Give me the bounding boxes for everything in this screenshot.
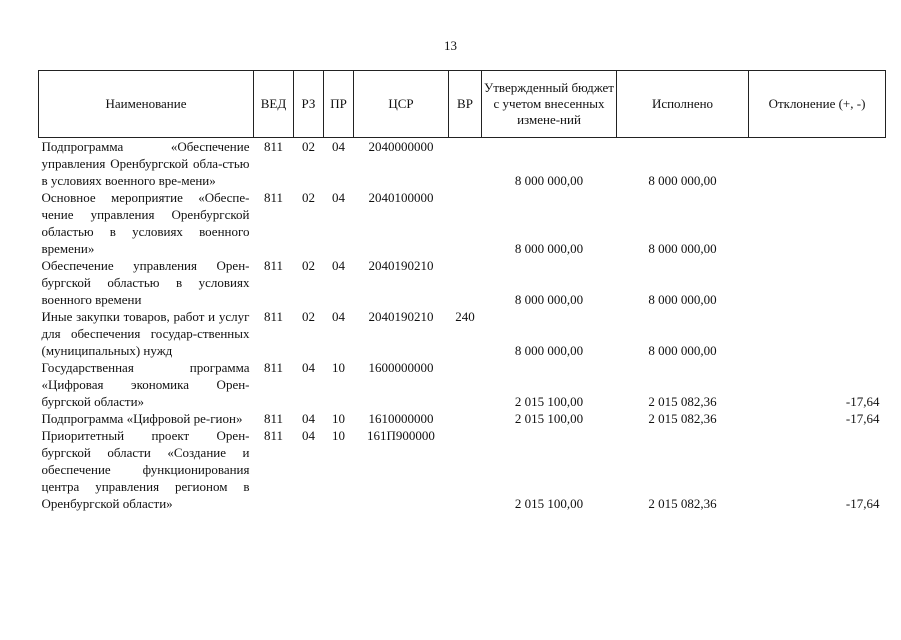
- row-csr: 2040100000: [368, 190, 434, 205]
- table-row: [39, 359, 886, 410]
- row-csr: 161П900000: [367, 428, 435, 443]
- row-pr: 04: [332, 190, 345, 205]
- header-approved: Утвержденный бюджет с учетом внесенных измене-ний: [482, 71, 617, 138]
- table-row: [39, 410, 886, 427]
- row-approved: 8 000 000,00: [514, 343, 584, 358]
- row-csr: 2040190210: [368, 258, 434, 273]
- row-pr: 10: [332, 411, 345, 426]
- row-ved: 811: [263, 139, 284, 154]
- row-executed: 2 015 082,36: [648, 496, 717, 511]
- header-csr: ЦСР: [354, 71, 449, 138]
- row-executed: 2 015 082,36: [648, 394, 717, 409]
- table-row: [39, 257, 886, 308]
- budget-table: [38, 70, 886, 512]
- row-name: Государственная программа «Цифровая экономика Орен-бургской области»: [41, 360, 250, 409]
- row-csr: 2040000000: [368, 139, 434, 154]
- header-deviation: Отклонение (+, -): [749, 71, 886, 138]
- row-deviation: -17,64: [845, 394, 880, 409]
- row-name: Обеспечение управления Орен-бургской областью в условиях военного времени: [41, 258, 250, 307]
- row-approved: 2 015 100,00: [514, 394, 584, 409]
- row-vr: [449, 359, 482, 410]
- row-rz: 04: [302, 360, 315, 375]
- row-ved: 811: [263, 360, 284, 375]
- row-executed: 8 000 000,00: [648, 173, 717, 188]
- row-deviation: -17,64: [845, 411, 880, 426]
- row-pr: 04: [332, 309, 345, 324]
- row-csr: 1610000000: [368, 411, 434, 426]
- row-vr: [449, 427, 482, 512]
- row-deviation: [749, 257, 886, 308]
- row-csr: 2040190210: [368, 309, 434, 324]
- row-ved: 811: [263, 428, 284, 443]
- row-name: Подпрограмма «Обеспечение управления Оренбургской обла-стью в условиях военного вре-мени»: [41, 139, 250, 188]
- header-vr: ВР: [449, 71, 482, 138]
- row-rz: 02: [302, 309, 315, 324]
- header-rz: РЗ: [294, 71, 324, 138]
- row-pr: 04: [332, 139, 345, 154]
- row-deviation: [749, 138, 886, 190]
- row-vr: 240: [455, 309, 475, 324]
- row-pr: 10: [332, 360, 345, 375]
- row-approved: 2 015 100,00: [514, 411, 584, 426]
- row-approved: 8 000 000,00: [514, 173, 584, 188]
- row-executed: 8 000 000,00: [648, 241, 717, 256]
- row-rz: 02: [302, 258, 315, 273]
- row-approved: 2 015 100,00: [514, 496, 584, 511]
- row-name: Основное мероприятие «Обеспе-чение управления Оренбургской областью в условиях военного времени»: [41, 190, 250, 256]
- header-executed: Исполнено: [617, 71, 749, 138]
- row-approved: 8 000 000,00: [514, 292, 584, 307]
- header-ved: ВЕД: [254, 71, 294, 138]
- row-deviation: [749, 189, 886, 257]
- row-deviation: -17,64: [845, 496, 880, 511]
- table-row: [39, 189, 886, 257]
- row-vr: [449, 189, 482, 257]
- row-ved: 811: [263, 411, 284, 426]
- header-row: [39, 71, 886, 138]
- row-approved: 8 000 000,00: [514, 241, 584, 256]
- header-name: Наименование: [39, 71, 254, 138]
- row-executed: 2 015 082,36: [648, 411, 717, 426]
- row-vr: [449, 410, 482, 427]
- table-row: [39, 427, 886, 512]
- header-pr: ПР: [324, 71, 354, 138]
- row-name: Приоритетный проект Орен-бургской области «Создание и обеспечение функционирования центра управления регионом в Оренбургской области»: [41, 428, 250, 511]
- row-rz: 04: [302, 411, 315, 426]
- row-ved: 811: [263, 309, 284, 324]
- row-ved: 811: [263, 190, 284, 205]
- row-vr: [449, 257, 482, 308]
- row-name: Подпрограмма «Цифровой ре-гион»: [41, 411, 243, 426]
- row-executed: 8 000 000,00: [648, 292, 717, 307]
- row-name: Иные закупки товаров, работ и услуг для обеспечения государ-ственных (муниципальных) нужд: [41, 309, 250, 358]
- table-row: [39, 138, 886, 190]
- page-number: 13: [444, 38, 457, 53]
- row-rz: 02: [302, 190, 315, 205]
- table-row: [39, 308, 886, 359]
- row-rz: 04: [302, 428, 315, 443]
- row-deviation: [749, 308, 886, 359]
- row-rz: 02: [302, 139, 315, 154]
- row-ved: 811: [263, 258, 284, 273]
- row-executed: 8 000 000,00: [648, 343, 717, 358]
- row-vr: [449, 138, 482, 190]
- row-pr: 10: [332, 428, 345, 443]
- row-pr: 04: [332, 258, 345, 273]
- row-csr: 1600000000: [368, 360, 434, 375]
